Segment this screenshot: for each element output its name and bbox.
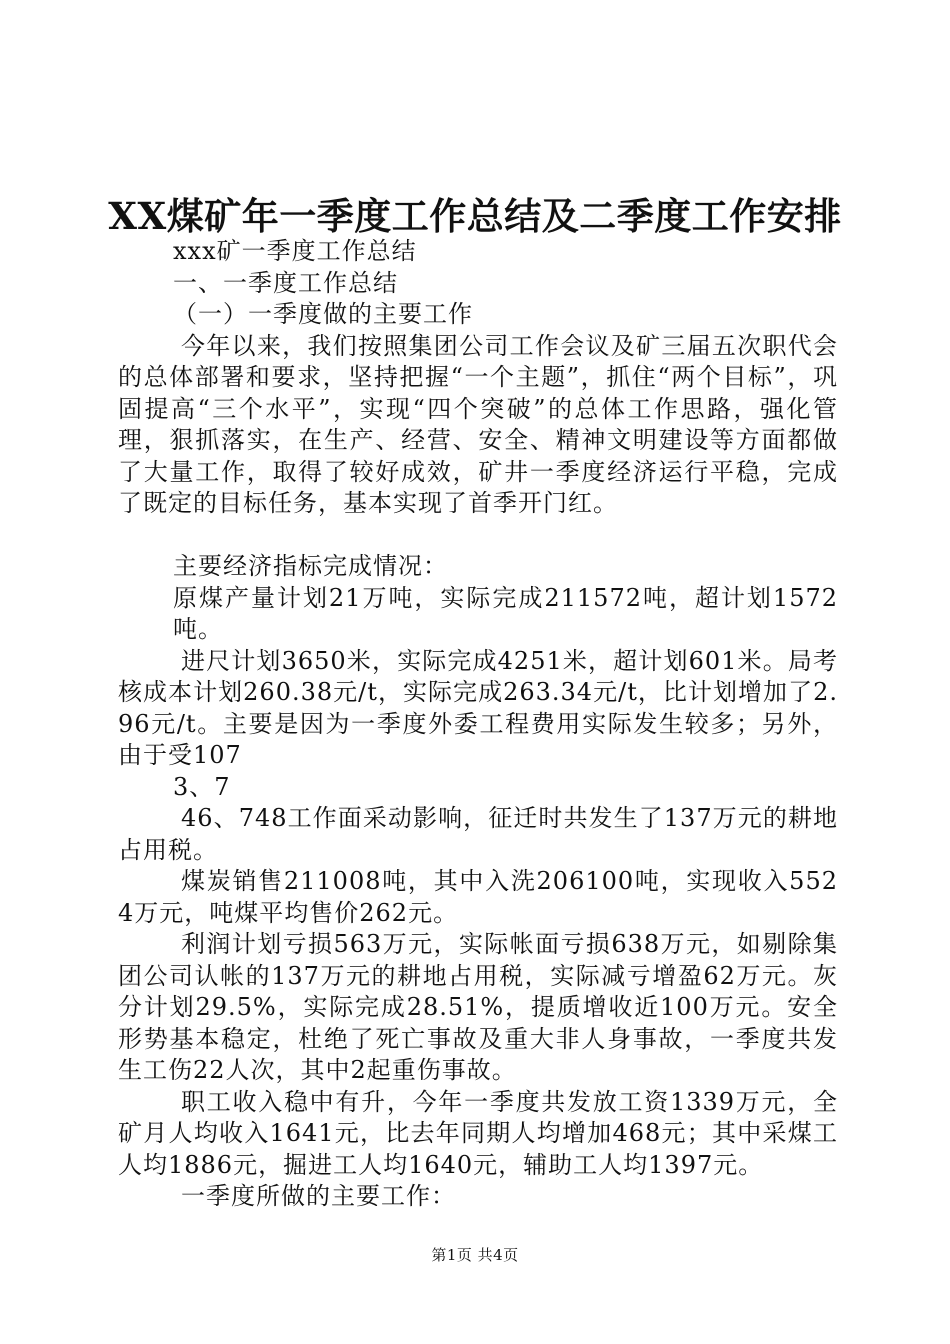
paragraph-fragment: 3、7 bbox=[173, 772, 231, 801]
paragraph-subtitle: xxx矿一季度工作总结 bbox=[173, 237, 417, 265]
paragraph-intro: 今年以来，我们按照集团公司工作会议及矿三届五次职代会的总体部署和要求，坚持把握“一个主题”，抓住“两个目标”，巩固提高“三个水平”，实现“四个突破”的总体工作思路，强化管理，狠抓落实，在生产、经营、安全、精神文明建设等方面都做了大量工作，取得了较好成效，矿井一季度经济运行平稳，完成了既定的目标任务，基本实现了首季开门红。 bbox=[118, 331, 838, 517]
page-footer: 第1页 共4页 bbox=[431, 1246, 519, 1264]
paragraph-subsection-heading: （一）一季度做的主要工作 bbox=[173, 300, 473, 328]
paragraph-land-tax: 46、748工作面采动影响，征迁时共发生了137万元的耕地占用税。 bbox=[118, 804, 838, 864]
paragraph-profit-safety: 利润计划亏损563万元，实际帐面亏损638万元，如剔除集团公司认帐的137万元的耕地占用税，实际减亏增盈62万元。灰分计划29.5%，实际完成28.51%，提质增收近100万元。安全形势基本稳定，杜绝了死亡事故及重大非人身事故，一季度共发生工伤22人次，其中2起重伤事故。 bbox=[118, 930, 838, 1084]
paragraph-gap bbox=[118, 520, 838, 552]
paragraph-main-work-heading: 一季度所做的主要工作： bbox=[181, 1182, 456, 1210]
paragraph-income: 职工收入稳中有升，今年一季度共发放工资1339万元，全矿月人均收入1641元，比去年同期人均增加468元；其中采煤工人均1886元，掘进工人均1640元，辅助工人均1397元。 bbox=[118, 1087, 838, 1179]
paragraph-indicators-heading: 主要经济指标完成情况： bbox=[173, 552, 448, 580]
paragraph-footage-cost: 进尺计划3650米，实际完成4251米，超计划601米。局考核成本计划260.38元/t，实际完成263.34元/t，比计划增加了2.96元/t。主要是因为一季度外委工程费用实际发生较多；另外，由于受107 bbox=[118, 646, 838, 769]
document-body bbox=[118, 236, 838, 1213]
paragraph-section-heading: 一、一季度工作总结 bbox=[173, 268, 398, 297]
paragraph-sales: 煤炭销售211008吨，其中入洗206100吨，实现收入5524万元，吨煤平均售价262元。 bbox=[118, 867, 838, 927]
paragraph-coal-output: 原煤产量计划21万吨，实际完成211572吨，超计划1572吨。 bbox=[173, 583, 838, 643]
document-title: XX煤矿年一季度工作总结及二季度工作安排 bbox=[108, 194, 842, 238]
